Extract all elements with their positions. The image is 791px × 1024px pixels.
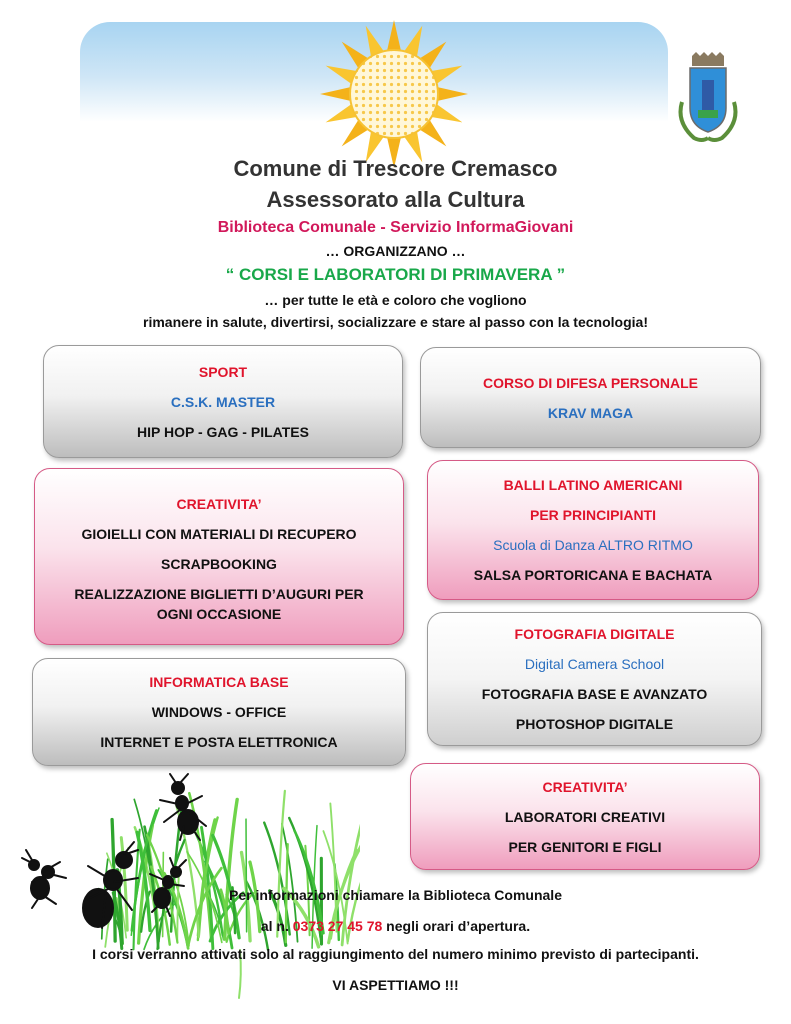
footer-al-n: al n. <box>260 918 293 934</box>
course-box-balli <box>427 460 759 600</box>
course-title: CREATIVITA’ <box>542 778 628 795</box>
course-provider: Scuola di Danza ALTRO RITMO <box>493 537 693 553</box>
footer-phone-line <box>0 918 791 934</box>
municipal-crest-icon <box>672 52 744 144</box>
course-detail: HIP HOP - GAG - PILATES <box>137 423 309 440</box>
course-detail: SCRAPBOOKING <box>161 556 277 572</box>
course-detail: LABORATORI CREATIVI <box>504 808 666 825</box>
subtitle-biblioteca: Biblioteca Comunale - Servizio InformaGiovani <box>217 219 574 236</box>
course-provider: KRAV MAGA <box>547 404 634 421</box>
course-title: SPORT <box>198 363 248 380</box>
course-box-creativita-genitori <box>410 763 760 870</box>
course-detail: FOTOGRAFIA BASE E AVANZATO <box>481 686 708 702</box>
course-box-informatica <box>32 658 406 766</box>
text-per-tutte: … per tutte le età e coloro che vogliono <box>264 292 527 308</box>
course-title: CREATIVITA’ <box>176 496 262 512</box>
course-detail: PHOTOSHOP DIGITALE <box>515 716 674 732</box>
course-title: FOTOGRAFIA DIGITALE <box>514 626 675 642</box>
course-box-difesa <box>420 347 761 448</box>
course-title: CORSO DI DIFESA PERSONALE <box>483 374 698 391</box>
course-box-sport <box>43 345 403 458</box>
headline-corsi: “ CORSI E LABORATORI DI PRIMAVERA ” <box>225 265 566 284</box>
footer-attivati: I corsi verranno attivati solo al raggiungimento del numero minimo previsto di partecipanti. <box>92 946 699 962</box>
sun-icon <box>318 18 470 170</box>
page-title-comune: Comune di Trescore Cremasco <box>233 156 558 181</box>
text-organizzano: … ORGANIZZANO … <box>325 243 466 259</box>
course-detail: OGNI OCCASIONE <box>156 606 282 622</box>
course-box-fotografia <box>427 612 762 746</box>
course-title: INFORMATICA BASE <box>149 674 289 690</box>
course-box-creativita <box>34 468 404 645</box>
course-detail: WINDOWS - OFFICE <box>151 704 287 720</box>
course-detail: GIOIELLI CON MATERIALI DI RECUPERO <box>81 526 357 542</box>
course-provider: Digital Camera School <box>524 656 665 672</box>
footer-aspettiamo: VI ASPETTIAMO !!! <box>332 977 459 993</box>
ant-icon <box>10 770 240 940</box>
phone-number: 0373 27 45 78 <box>292 918 383 934</box>
course-detail: REALIZZAZIONE BIGLIETTI D’AUGURI PER <box>74 586 364 602</box>
footer-orari: negli orari d’apertura. <box>382 918 531 934</box>
course-title-secondary: PER PRINCIPIANTI <box>529 507 656 523</box>
page-title-assessorato: Assessorato alla Cultura <box>266 187 525 212</box>
course-detail: PER GENITORI E FIGLI <box>508 838 662 855</box>
course-provider: C.S.K. MASTER <box>170 393 276 410</box>
text-rimanere: rimanere in salute, divertirsi, socializzare e stare al passo con la tecnologia! <box>143 314 648 330</box>
course-title: BALLI LATINO AMERICANI <box>503 477 683 493</box>
course-detail: INTERNET E POSTA ELETTRONICA <box>100 734 338 750</box>
course-detail: SALSA PORTORICANA E BACHATA <box>473 567 713 583</box>
footer-info: Per informazioni chiamare la Biblioteca Comunale <box>229 887 562 903</box>
